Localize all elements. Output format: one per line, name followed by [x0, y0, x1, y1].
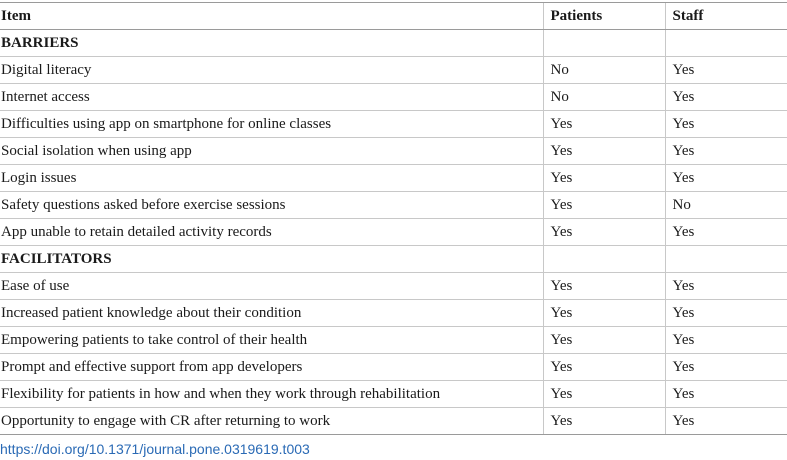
staff-cell: Yes [665, 57, 787, 84]
item-cell: Difficulties using app on smartphone for online classes [0, 111, 543, 138]
table-row [0, 381, 787, 408]
item-cell: Digital literacy [0, 57, 543, 84]
section-row-facilitators [0, 246, 787, 273]
item-cell: Prompt and effective support from app developers [0, 354, 543, 381]
patients-cell: Yes [543, 111, 665, 138]
patients-cell: Yes [543, 219, 665, 246]
staff-cell: Yes [665, 273, 787, 300]
header-row [0, 3, 787, 30]
staff-cell: Yes [665, 111, 787, 138]
table-row [0, 273, 787, 300]
table-row [0, 57, 787, 84]
patients-cell: Yes [543, 138, 665, 165]
item-cell: Empowering patients to take control of their health [0, 327, 543, 354]
item-cell: Opportunity to engage with CR after returning to work [0, 408, 543, 435]
patients-cell: Yes [543, 354, 665, 381]
column-header-patients: Patients [543, 3, 665, 30]
item-cell: Login issues [0, 165, 543, 192]
patients-cell: No [543, 57, 665, 84]
table-row [0, 327, 787, 354]
staff-cell: Yes [665, 138, 787, 165]
section-title: BARRIERS [0, 30, 543, 57]
staff-cell: No [665, 192, 787, 219]
table-row [0, 138, 787, 165]
barriers-facilitators-table [0, 2, 787, 435]
section-row-barriers [0, 30, 787, 57]
patients-cell: Yes [543, 381, 665, 408]
table-row [0, 219, 787, 246]
staff-cell: Yes [665, 84, 787, 111]
item-cell: Increased patient knowledge about their condition [0, 300, 543, 327]
patients-cell: Yes [543, 327, 665, 354]
item-cell: Ease of use [0, 273, 543, 300]
staff-cell: Yes [665, 354, 787, 381]
patients-cell: Yes [543, 273, 665, 300]
table-row [0, 354, 787, 381]
staff-cell: Yes [665, 165, 787, 192]
column-header-staff: Staff [665, 3, 787, 30]
patients-cell: No [543, 84, 665, 111]
patients-cell [543, 246, 665, 273]
table-row [0, 408, 787, 435]
table-row [0, 192, 787, 219]
table-row [0, 165, 787, 192]
patients-cell: Yes [543, 300, 665, 327]
item-cell: Safety questions asked before exercise sessions [0, 192, 543, 219]
item-cell: Flexibility for patients in how and when they work through rehabilitation [0, 381, 543, 408]
doi-link[interactable]: https://doi.org/10.1371/journal.pone.0319619.t003 [0, 441, 310, 457]
item-cell: App unable to retain detailed activity records [0, 219, 543, 246]
staff-cell: Yes [665, 381, 787, 408]
item-cell: Social isolation when using app [0, 138, 543, 165]
table-row [0, 111, 787, 138]
column-header-item: Item [0, 3, 543, 30]
patients-cell: Yes [543, 192, 665, 219]
patients-cell: Yes [543, 408, 665, 435]
section-title: FACILITATORS [0, 246, 543, 273]
patients-cell: Yes [543, 165, 665, 192]
staff-cell: Yes [665, 300, 787, 327]
staff-cell: Yes [665, 327, 787, 354]
item-cell: Internet access [0, 84, 543, 111]
staff-cell [665, 30, 787, 57]
table-row [0, 300, 787, 327]
staff-cell: Yes [665, 408, 787, 435]
staff-cell [665, 246, 787, 273]
table-row [0, 84, 787, 111]
staff-cell: Yes [665, 219, 787, 246]
patients-cell [543, 30, 665, 57]
